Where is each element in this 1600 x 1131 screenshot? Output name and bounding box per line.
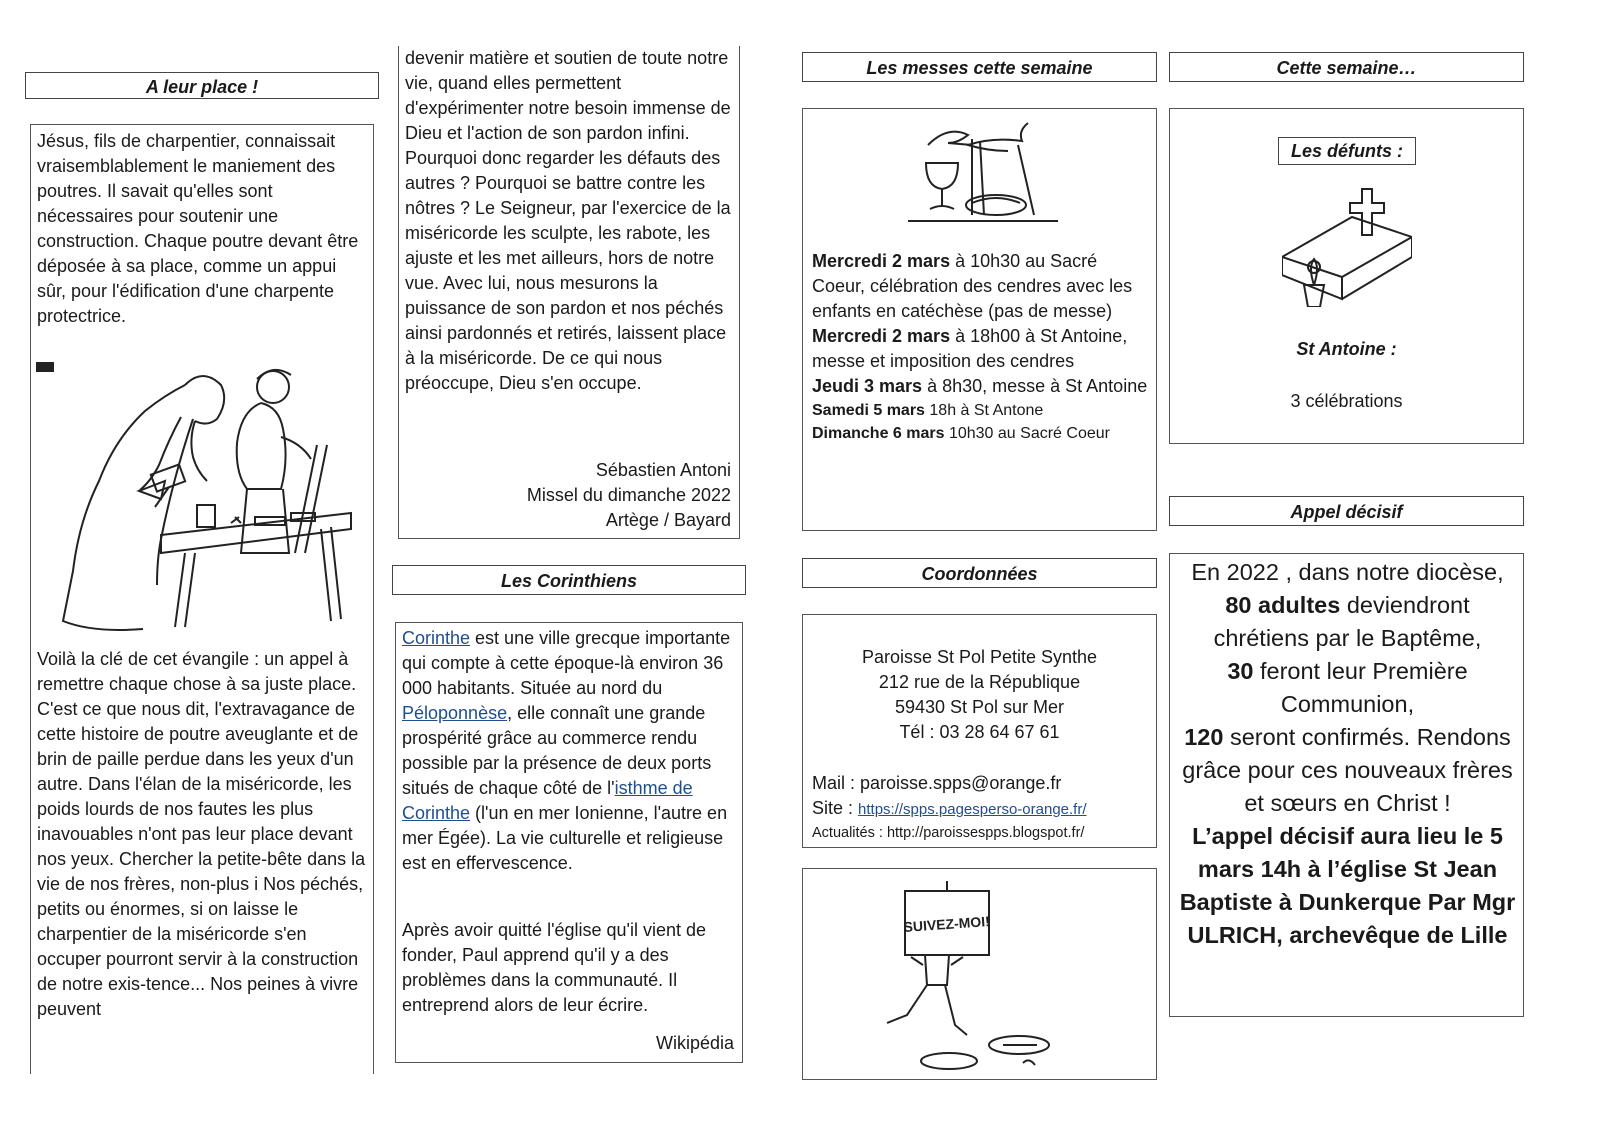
defunts-label-box bbox=[1278, 137, 1416, 165]
corinthiens-paragraph bbox=[402, 626, 732, 876]
address-phone: Tél : 03 28 64 67 61 bbox=[899, 722, 1060, 742]
address-line: 59430 St Pol sur Mer bbox=[894, 697, 1065, 717]
church-label: St Antoine : bbox=[1296, 339, 1397, 359]
link-isthme[interactable]: isthme de Corinthe bbox=[402, 778, 693, 823]
messes-box bbox=[802, 108, 1157, 531]
address-line: 212 rue de la République bbox=[878, 672, 1081, 692]
appeal-line-3: 30 feront leur Première Communion, bbox=[1227, 658, 1468, 717]
corinthiens-text-1: est une ville grecque importante qui compte à cette époque-là environ 36 000 habitants. Située au nord du bbox=[402, 628, 731, 698]
address-block bbox=[803, 645, 1156, 745]
appeal-text bbox=[1178, 556, 1517, 952]
eucharist-illustration bbox=[908, 115, 1058, 225]
corinthiens-box bbox=[395, 622, 743, 1063]
mass-item-small: Samedi 5 mars 18h à St Antone bbox=[812, 402, 1044, 419]
appeal-line-2: 80 adultes deviendront chrétiens par le Baptême, bbox=[1213, 592, 1482, 651]
celebrations-count: 3 célébrations bbox=[1290, 391, 1403, 411]
mass-item: Jeudi 3 mars à 8h30, messe à St Antoine bbox=[812, 376, 1148, 396]
suivez-moi-illustration bbox=[853, 877, 1093, 1073]
corinthiens-text-3: (l'un en mer Ionienne, l'autre en mer Égée). La vie culturelle et religieuse est en effervescence. bbox=[402, 803, 728, 873]
article-intro: Jésus, fils de charpentier, connaissait vraisemblablement le maniement des poutres. Il savait qu'elles sont nécessaires pour soutenir une construction. Chaque poutre devant être déposée à sa place, comme un appui sûr, pour l'édification d'une charpente protectrice. bbox=[37, 131, 359, 326]
article-continuation: devenir matière et soutien de toute notre vie, quand elles permettent d'expérimenter notre besoin immense de Dieu et l'action de son pardon infini. Pourquoi donc regarder les défauts des autres ? Pourquoi se battre contre les nôtres ? Le Seigneur, par l'exercice de la miséricorde les sculpte, les rabote, les ajuste et les met ailleurs, hors de notre vue. Avec lui, nous mesurons la puissance de son pardon et nos péchés ainsi pardonnés et retirés, laissent place à la miséricorde. De ce qui nous préoccupe, Dieu s'en occupe. bbox=[405, 48, 731, 393]
header-messes bbox=[802, 52, 1157, 82]
sign-text: SUIVEZ-MOI! bbox=[903, 913, 991, 936]
mass-item-small: Dimanche 6 mars 10h30 au Sacré Coeur bbox=[812, 425, 1110, 442]
header-cette-semaine bbox=[1169, 52, 1524, 82]
suivez-moi-box bbox=[802, 868, 1157, 1080]
signature-source: Missel du dimanche 2022 bbox=[526, 485, 731, 505]
appel-decisif-box bbox=[1169, 553, 1524, 1017]
link-site[interactable]: https://spps.pagesperso-orange.fr/ bbox=[858, 801, 1087, 818]
contact-block bbox=[812, 771, 1152, 844]
header-coordonnees-label: Coordonnées bbox=[921, 564, 1038, 584]
header-a-leur-place-label: A leur place ! bbox=[145, 77, 259, 97]
article-body: Voilà la clé de cet évangile : un appel à remettre chaque chose à sa juste place. C'est ce que nous dit, l'extravagance de cette histoire de poutre aveuglante et de brin de paille perdue dans les yeux d'un autre. Dans l'élan de la miséricorde, les poids lourds de nos fautes les plus inavouables n'ont pas leur place devant nos yeux. Chercher la petite-bête dans la vie de nos frères, non-plus i Nos péchés, petits ou énormes, si on laisse le charpentier de la miséricorde s'en occuper pourront servir à la construction de notre exis-tence... Nos peines à vivre peuvent bbox=[37, 649, 366, 1019]
contact-mail: Mail : paroisse.spps@orange.fr bbox=[812, 773, 1062, 793]
article-continuation-box bbox=[398, 46, 740, 539]
address-line: Paroisse St Pol Petite Synthe bbox=[861, 647, 1098, 667]
messes-list bbox=[812, 249, 1150, 445]
cette-semaine-box bbox=[1169, 108, 1524, 444]
contact-news: Actualités : http://paroissespps.blogspot.fr/ bbox=[812, 825, 1085, 841]
article-a-leur-place bbox=[30, 124, 374, 1074]
link-corinthe[interactable]: Corinthe bbox=[402, 628, 471, 648]
header-appel-decisif bbox=[1169, 496, 1524, 526]
header-corinthiens-label: Les Corinthiens bbox=[500, 571, 638, 591]
corinthiens-text-2: , elle connaît une grande prospérité grâce au commerce rendu possible par la présence de deux ports situés de chaque côté de l' bbox=[402, 703, 712, 798]
link-peloponnese[interactable]: Péloponnèse bbox=[402, 703, 508, 723]
contact-site: Site : https://spps.pagesperso-orange.fr/ bbox=[812, 798, 1087, 818]
corinthiens-paragraph-2: Après avoir quitté l'église qu'il vient de fonder, Paul apprend qu'il y a des problèmes dans la communauté. Il entreprend alors de leur écrire. bbox=[402, 920, 707, 1015]
defunts-label: Les défunts : bbox=[1290, 141, 1403, 161]
appeal-line-1: En 2022 , dans notre diocèse, bbox=[1191, 559, 1504, 585]
appeal-line-4: 120 seront confirmés. Rendons grâce pour ces nouveaux frères et sœurs en Christ ! bbox=[1182, 724, 1513, 816]
corinthiens-source: Wikipédia bbox=[655, 1033, 734, 1053]
header-a-leur-place bbox=[25, 72, 379, 99]
header-appel-decisif-label: Appel décisif bbox=[1290, 502, 1403, 522]
signature-author: Sébastien Antoni bbox=[595, 460, 731, 480]
article-signature bbox=[411, 458, 731, 533]
mass-item: Mercredi 2 mars à 18h00 à St Antoine, messe et imposition des cendres bbox=[812, 326, 1128, 371]
mass-item: Mercredi 2 mars à 10h30 au Sacré Coeur, célébration des cendres avec les enfants en catéchèse (pas de messe) bbox=[812, 251, 1133, 321]
tomb-illustration bbox=[1282, 187, 1412, 307]
signature-publisher: Artège / Bayard bbox=[605, 510, 731, 530]
header-coordonnees bbox=[802, 558, 1157, 588]
header-cette-semaine-label: Cette semaine… bbox=[1276, 58, 1417, 78]
carpenter-illustration bbox=[35, 357, 361, 632]
coordonnees-box bbox=[802, 614, 1157, 848]
header-messes-label: Les messes cette semaine bbox=[866, 58, 1093, 78]
header-corinthiens bbox=[392, 565, 746, 595]
appeal-announcement: L’appel décisif aura lieu le 5 mars 14h à l’église St Jean Baptiste à Dunkerque Par Mgr ULRICH, archevêque de Lille bbox=[1179, 823, 1516, 948]
